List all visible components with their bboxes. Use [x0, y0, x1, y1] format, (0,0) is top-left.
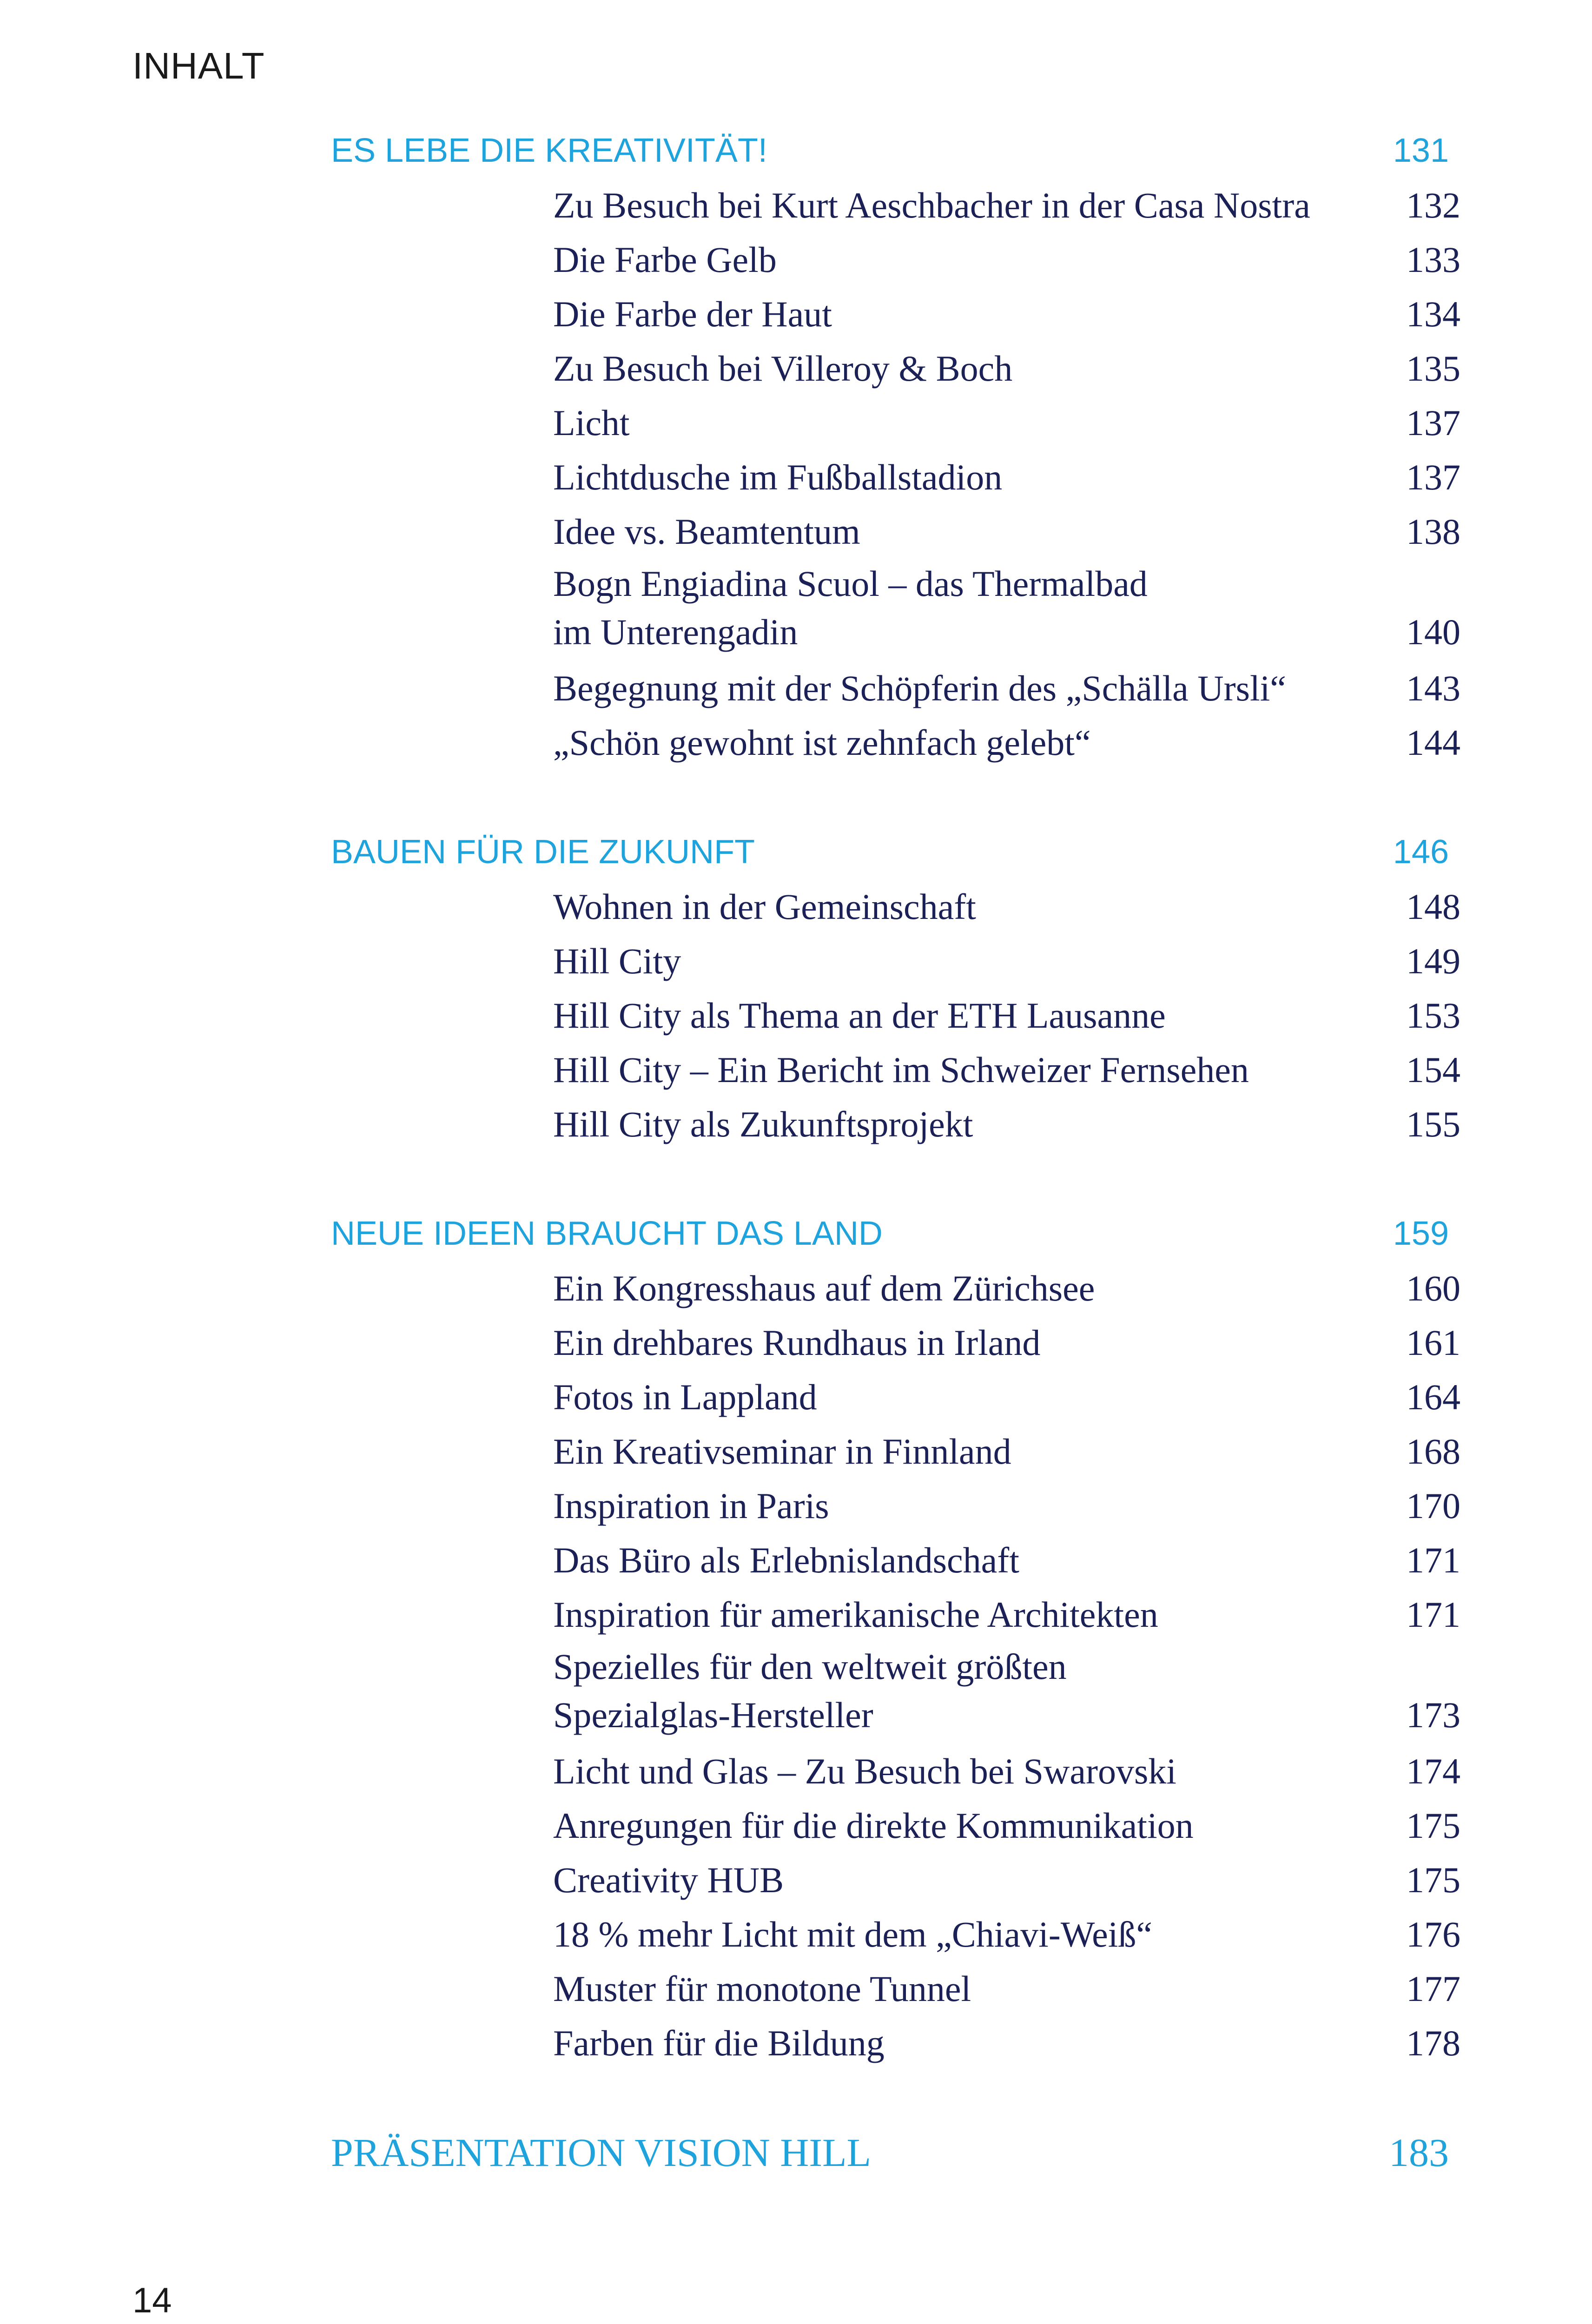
toc-entry[interactable]: [331, 504, 1460, 559]
entry-title: Hill City als Thema an der ETH Lausanne: [553, 995, 1166, 1036]
entry-title: Zu Besuch bei Kurt Aeschbacher in der Casa Nostra: [553, 185, 1310, 225]
entry-page-number: 171: [1406, 1540, 1460, 1580]
page-number: 14: [132, 2281, 172, 2320]
toc-section: [331, 825, 1460, 1151]
running-head: INHALT: [132, 45, 265, 86]
entry-page-number: 149: [1406, 941, 1460, 981]
entry-title: Wohnen in der Gemeinschaft: [553, 886, 976, 927]
entry-title: Spezielles für den weltweit größten Spezialglas-Hersteller: [553, 1646, 1067, 1735]
entry-title: Hill City – Ein Bericht im Schweizer Fernsehen: [553, 1050, 1249, 1090]
entry-title: Inspiration in Paris: [553, 1486, 829, 1526]
entry-page-number: 138: [1406, 511, 1460, 552]
entry-title: Bogn Engiadina Scuol – das Thermalbad im Unterengadin: [553, 563, 1148, 652]
entry-title: „Schön gewohnt ist zehnfach gelebt“: [553, 722, 1091, 763]
toc-entry[interactable]: [331, 1479, 1460, 1533]
entry-page-number: 174: [1406, 1751, 1460, 1791]
toc-entry[interactable]: [331, 661, 1460, 715]
entry-page-number: 164: [1406, 1377, 1460, 1417]
entry-title: Hill City als Zukunftsprojekt: [553, 1104, 973, 1144]
toc-entry[interactable]: [331, 1315, 1460, 1370]
toc-entry[interactable]: [331, 1261, 1460, 1315]
toc-entry[interactable]: [331, 1744, 1460, 1798]
entry-page-number: 154: [1406, 1050, 1460, 1090]
entry-title: Idee vs. Beamtentum: [553, 511, 860, 552]
entry-page-number: 168: [1406, 1431, 1460, 1472]
toc-entry[interactable]: [331, 232, 1460, 287]
entry-title: Inspiration für amerikanische Architekten: [553, 1594, 1158, 1635]
entry-page-number: 170: [1406, 1486, 1460, 1526]
toc-entry[interactable]: [331, 1798, 1460, 1853]
entry-title: Ein Kongresshaus auf dem Zürichsee: [553, 1268, 1095, 1308]
entry-title: Hill City: [553, 941, 681, 981]
section-page-number: 183: [1389, 2130, 1449, 2175]
entry-page-number: 137: [1406, 403, 1460, 443]
entry-page-number: 135: [1406, 348, 1460, 389]
entry-page-number: 171: [1406, 1594, 1460, 1635]
toc-entry[interactable]: [331, 1853, 1460, 1907]
entry-title: Muster für monotone Tunnel: [553, 1968, 971, 2009]
entry-page-number: 134: [1406, 294, 1460, 334]
section-title: ES LEBE DIE KREATIVITÄT!: [331, 132, 767, 169]
table-of-contents: [331, 123, 1460, 2235]
entry-title: Licht: [553, 403, 630, 443]
section-page-number: 146: [1393, 833, 1449, 871]
entry-title: Licht und Glas – Zu Besuch bei Swarovski: [553, 1751, 1176, 1791]
toc-entry[interactable]: [331, 1097, 1460, 1151]
entry-title: Lichtdusche im Fußballstadion: [553, 457, 1003, 497]
entry-title: Begegnung mit der Schöpferin des „Schälla Ursli“: [553, 668, 1286, 708]
entry-title: Das Büro als Erlebnislandschaft: [553, 1540, 1019, 1580]
entry-page-number: 178: [1406, 2023, 1460, 2063]
section-heading[interactable]: [331, 123, 1460, 178]
toc-entry[interactable]: [331, 1533, 1460, 1587]
toc-section: [331, 1206, 1460, 2070]
section-heading[interactable]: [331, 825, 1460, 879]
toc-entry[interactable]: [331, 1370, 1460, 1424]
toc-entry[interactable]: [331, 287, 1460, 341]
entry-list: [331, 879, 1460, 1151]
toc-entry[interactable]: [331, 178, 1460, 232]
toc-entry[interactable]: [331, 396, 1460, 450]
section-page-number: 159: [1393, 1215, 1449, 1252]
toc-entry[interactable]: [331, 559, 1460, 661]
entry-title: Zu Besuch bei Villeroy & Boch: [553, 348, 1013, 389]
entry-page-number: 160: [1406, 1268, 1460, 1308]
entry-title: Ein drehbares Rundhaus in Irland: [553, 1322, 1041, 1363]
section-title: PRÄSENTATION VISION HILL: [331, 2130, 872, 2175]
entry-page-number: 175: [1406, 1805, 1460, 1846]
toc-entry[interactable]: [331, 1587, 1460, 1642]
entry-page-number: 144: [1406, 722, 1460, 763]
toc-entry[interactable]: [331, 1907, 1460, 1961]
entry-page-number: 140: [1406, 612, 1460, 652]
entry-list: [331, 1261, 1460, 2070]
section-page-number: 131: [1393, 132, 1449, 169]
toc-entry[interactable]: [331, 934, 1460, 988]
entry-page-number: 173: [1406, 1695, 1460, 1735]
entry-title: Fotos in Lappland: [553, 1377, 817, 1417]
toc-entry[interactable]: [331, 1424, 1460, 1479]
toc-entry[interactable]: [331, 879, 1460, 934]
entry-page-number: 153: [1406, 995, 1460, 1036]
entry-title: Ein Kreativseminar in Finnland: [553, 1431, 1011, 1472]
entry-list: [331, 178, 1460, 770]
toc-entry[interactable]: [331, 988, 1460, 1043]
toc-entry[interactable]: [331, 2016, 1460, 2070]
toc-entry[interactable]: [331, 450, 1460, 504]
toc-entry[interactable]: [331, 715, 1460, 770]
entry-title: 18 % mehr Licht mit dem „Chiavi-Weiß“: [553, 1914, 1153, 1954]
entry-page-number: 133: [1406, 239, 1460, 280]
section-title: BAUEN FÜR DIE ZUKUNFT: [331, 833, 755, 871]
entry-title: Die Farbe Gelb: [553, 239, 777, 280]
toc-section: [331, 2125, 1460, 2180]
toc-entry[interactable]: [331, 1961, 1460, 2016]
entry-title: Farben für die Bildung: [553, 2023, 885, 2063]
toc-entry[interactable]: [331, 1043, 1460, 1097]
section-heading[interactable]: [331, 1206, 1460, 1261]
entry-page-number: 137: [1406, 457, 1460, 497]
section-title: NEUE IDEEN BRAUCHT DAS LAND: [331, 1215, 883, 1252]
section-heading[interactable]: [331, 2125, 1460, 2180]
entry-page-number: 175: [1406, 1860, 1460, 1900]
entry-title: Creativity HUB: [553, 1860, 784, 1900]
toc-section: [331, 123, 1460, 770]
entry-page-number: 143: [1406, 668, 1460, 708]
entry-title: Anregungen für die direkte Kommunikation: [553, 1805, 1194, 1846]
toc-entry[interactable]: [331, 1642, 1460, 1744]
entry-title: Die Farbe der Haut: [553, 294, 832, 334]
toc-entry[interactable]: [331, 341, 1460, 396]
entry-page-number: 155: [1406, 1104, 1460, 1144]
entry-page-number: 132: [1406, 185, 1460, 225]
entry-page-number: 177: [1406, 1968, 1460, 2009]
entry-page-number: 161: [1406, 1322, 1460, 1363]
entry-page-number: 176: [1406, 1914, 1460, 1954]
entry-page-number: 148: [1406, 886, 1460, 927]
